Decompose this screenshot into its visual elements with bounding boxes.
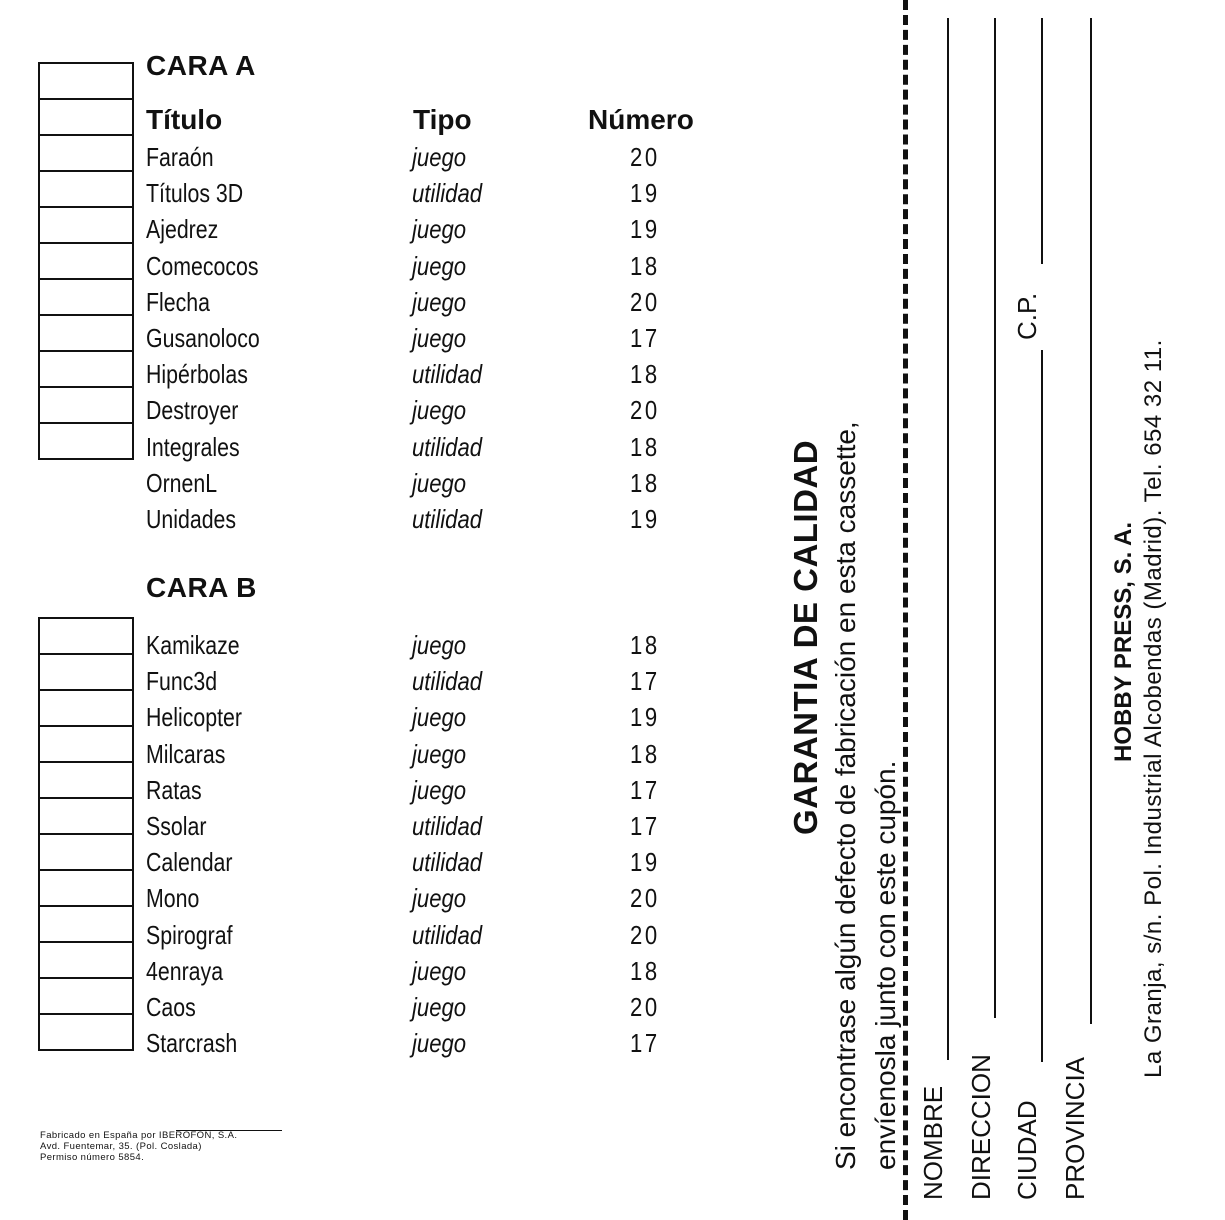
- ciudad-label: CIUDAD: [1012, 1100, 1042, 1200]
- program-checkbox[interactable]: [40, 763, 132, 799]
- program-name: Comecocos: [146, 250, 259, 281]
- program-name: Milcaras: [146, 738, 226, 769]
- ciudad-field-line[interactable]: [1041, 350, 1043, 1062]
- program-type: juego: [412, 702, 467, 733]
- program-name: Ssolar: [146, 810, 207, 841]
- nombre-label: NOMBRE: [918, 1085, 948, 1200]
- program-checkbox[interactable]: [40, 172, 132, 208]
- program-type: juego: [412, 991, 467, 1022]
- program-type: utilidad: [412, 359, 483, 390]
- program-number: 19: [630, 178, 660, 209]
- program-type: juego: [412, 322, 467, 353]
- program-number: 19: [630, 214, 660, 245]
- program-name: Hipérbolas: [146, 359, 248, 390]
- program-name: Ajedrez: [146, 214, 219, 245]
- program-checkbox[interactable]: [40, 619, 132, 655]
- program-row: [146, 466, 706, 502]
- program-row: [146, 502, 706, 538]
- program-row: [146, 845, 706, 881]
- program-number: 17: [630, 322, 660, 353]
- program-row: [146, 881, 706, 917]
- program-name: Destroyer: [146, 395, 239, 426]
- program-name: Spirograf: [146, 919, 233, 950]
- program-number: 18: [630, 250, 660, 281]
- program-name: Faraón: [146, 142, 214, 172]
- program-type: juego: [412, 214, 467, 245]
- program-number: 20: [630, 883, 660, 914]
- program-checkbox[interactable]: [40, 907, 132, 943]
- provincia-field-line[interactable]: [1090, 18, 1092, 1024]
- program-row: [146, 809, 706, 845]
- manufacturer-credits: [40, 1130, 237, 1163]
- program-checkbox[interactable]: [40, 799, 132, 835]
- cut-line: [903, 0, 908, 1220]
- header-tipo: Tipo: [413, 104, 472, 135]
- program-checkbox[interactable]: [40, 424, 132, 460]
- program-checkbox[interactable]: [40, 280, 132, 316]
- program-checkbox[interactable]: [40, 871, 132, 907]
- program-name: Caos: [146, 991, 196, 1022]
- header-numero: Número: [588, 104, 694, 135]
- credits-line: Fabricado en España por IBEROFON, S.A.: [40, 1130, 238, 1141]
- side-b-title: CARA B: [146, 572, 257, 603]
- program-checkbox[interactable]: [40, 835, 132, 871]
- program-number: 20: [630, 919, 660, 950]
- side-a-title: CARA A: [146, 50, 256, 81]
- program-name: Calendar: [146, 847, 233, 878]
- side-b-checkbox-column: [38, 617, 134, 1051]
- program-number: 20: [630, 142, 660, 172]
- program-checkbox[interactable]: [40, 136, 132, 172]
- program-row: [146, 430, 706, 466]
- program-checkbox[interactable]: [40, 316, 132, 352]
- program-number: 20: [630, 991, 660, 1022]
- program-checkbox[interactable]: [40, 691, 132, 727]
- program-row: [146, 321, 706, 357]
- side-a-checkbox-column: [38, 62, 134, 460]
- program-type: juego: [412, 774, 467, 805]
- program-name: 4enraya: [146, 955, 224, 986]
- program-type: juego: [412, 955, 467, 986]
- credits-line: Avd. Fuentemar, 35. (Pol. Coslada): [40, 1141, 202, 1152]
- program-number: 18: [630, 359, 660, 390]
- program-type: utilidad: [412, 847, 483, 878]
- side-b-program-list: [146, 628, 706, 1062]
- program-checkbox[interactable]: [40, 943, 132, 979]
- program-number: 19: [630, 702, 660, 733]
- header-titulo: Título: [146, 104, 223, 135]
- credits-line: Permiso número 5854.: [40, 1152, 145, 1163]
- program-number: 18: [630, 955, 660, 986]
- program-checkbox[interactable]: [40, 208, 132, 244]
- provincia-label: PROVINCIA: [1060, 1056, 1090, 1200]
- program-name: Func3d: [146, 666, 218, 697]
- program-type: juego: [412, 883, 467, 914]
- program-number: 18: [630, 431, 660, 462]
- program-name: Ratas: [146, 774, 202, 805]
- program-type: juego: [412, 286, 467, 317]
- direccion-label: DIRECCION: [966, 1054, 996, 1200]
- program-name: Integrales: [146, 431, 240, 462]
- program-name: Mono: [146, 883, 200, 914]
- program-row: [146, 212, 706, 248]
- program-row: [146, 700, 706, 736]
- program-checkbox[interactable]: [40, 727, 132, 763]
- program-number: 20: [630, 395, 660, 426]
- program-checkbox[interactable]: [40, 244, 132, 280]
- guarantee-text-line2: envíenosla junto con este cupón.: [870, 760, 901, 1170]
- program-type: juego: [412, 395, 467, 426]
- program-row: [146, 918, 706, 954]
- program-row: [146, 249, 706, 285]
- program-number: 20: [630, 286, 660, 317]
- company-address: La Granja, s/n. Pol. Industrial Alcobendas (Madrid). Tel. 654 32 11.: [1140, 339, 1167, 1078]
- program-row: [146, 357, 706, 393]
- program-checkbox[interactable]: [40, 979, 132, 1015]
- program-name: Kamikaze: [146, 630, 240, 660]
- nombre-field-line[interactable]: [947, 18, 949, 1060]
- program-type: juego: [412, 630, 467, 660]
- program-checkbox[interactable]: [40, 64, 132, 100]
- program-type: utilidad: [412, 431, 483, 462]
- program-name: Flecha: [146, 286, 210, 317]
- program-row: [146, 393, 706, 429]
- program-type: juego: [412, 1028, 467, 1059]
- program-row: [146, 664, 706, 700]
- program-row: [146, 176, 706, 212]
- program-number: 18: [630, 467, 660, 498]
- program-type: juego: [412, 250, 467, 281]
- program-number: 18: [630, 630, 660, 660]
- program-name: Gusanoloco: [146, 322, 260, 353]
- program-row: [146, 285, 706, 321]
- program-row: [146, 140, 706, 176]
- program-name: OrnenL: [146, 467, 218, 498]
- program-number: 19: [630, 847, 660, 878]
- program-number: 17: [630, 666, 660, 697]
- program-checkbox[interactable]: [40, 1015, 132, 1051]
- program-number: 17: [630, 810, 660, 841]
- program-row: [146, 773, 706, 809]
- guarantee-title: GARANTIA DE CALIDAD: [787, 439, 824, 835]
- program-type: juego: [412, 738, 467, 769]
- company-name: HOBBY PRESS, S. A.: [1110, 521, 1137, 762]
- program-checkbox[interactable]: [40, 655, 132, 691]
- program-name: Unidades: [146, 503, 237, 534]
- program-name: Starcrash: [146, 1028, 238, 1059]
- program-number: 19: [630, 503, 660, 534]
- program-type: utilidad: [412, 503, 483, 534]
- program-number: 18: [630, 738, 660, 769]
- program-row: [146, 737, 706, 773]
- program-type: juego: [412, 467, 467, 498]
- program-type: utilidad: [412, 919, 483, 950]
- program-checkbox[interactable]: [40, 100, 132, 136]
- program-type: utilidad: [412, 810, 483, 841]
- program-row: [146, 990, 706, 1026]
- program-number: 17: [630, 774, 660, 805]
- cp-field-line[interactable]: [1041, 18, 1043, 264]
- program-type: juego: [412, 142, 467, 172]
- program-checkbox[interactable]: [40, 388, 132, 424]
- program-type: utilidad: [412, 666, 483, 697]
- program-checkbox[interactable]: [40, 352, 132, 388]
- program-name: Helicopter: [146, 702, 242, 733]
- program-row: [146, 1026, 706, 1062]
- program-row: [146, 628, 706, 664]
- direccion-field-line[interactable]: [994, 18, 996, 1018]
- cp-label: C.P.: [1012, 292, 1042, 340]
- program-number: 17: [630, 1028, 660, 1059]
- program-row: [146, 954, 706, 990]
- program-type: utilidad: [412, 178, 483, 209]
- side-a-program-list: [146, 140, 706, 538]
- program-name: Títulos 3D: [146, 178, 244, 209]
- guarantee-text-line1: Si encontrase algún defecto de fabricación en esta cassette,: [830, 421, 861, 1170]
